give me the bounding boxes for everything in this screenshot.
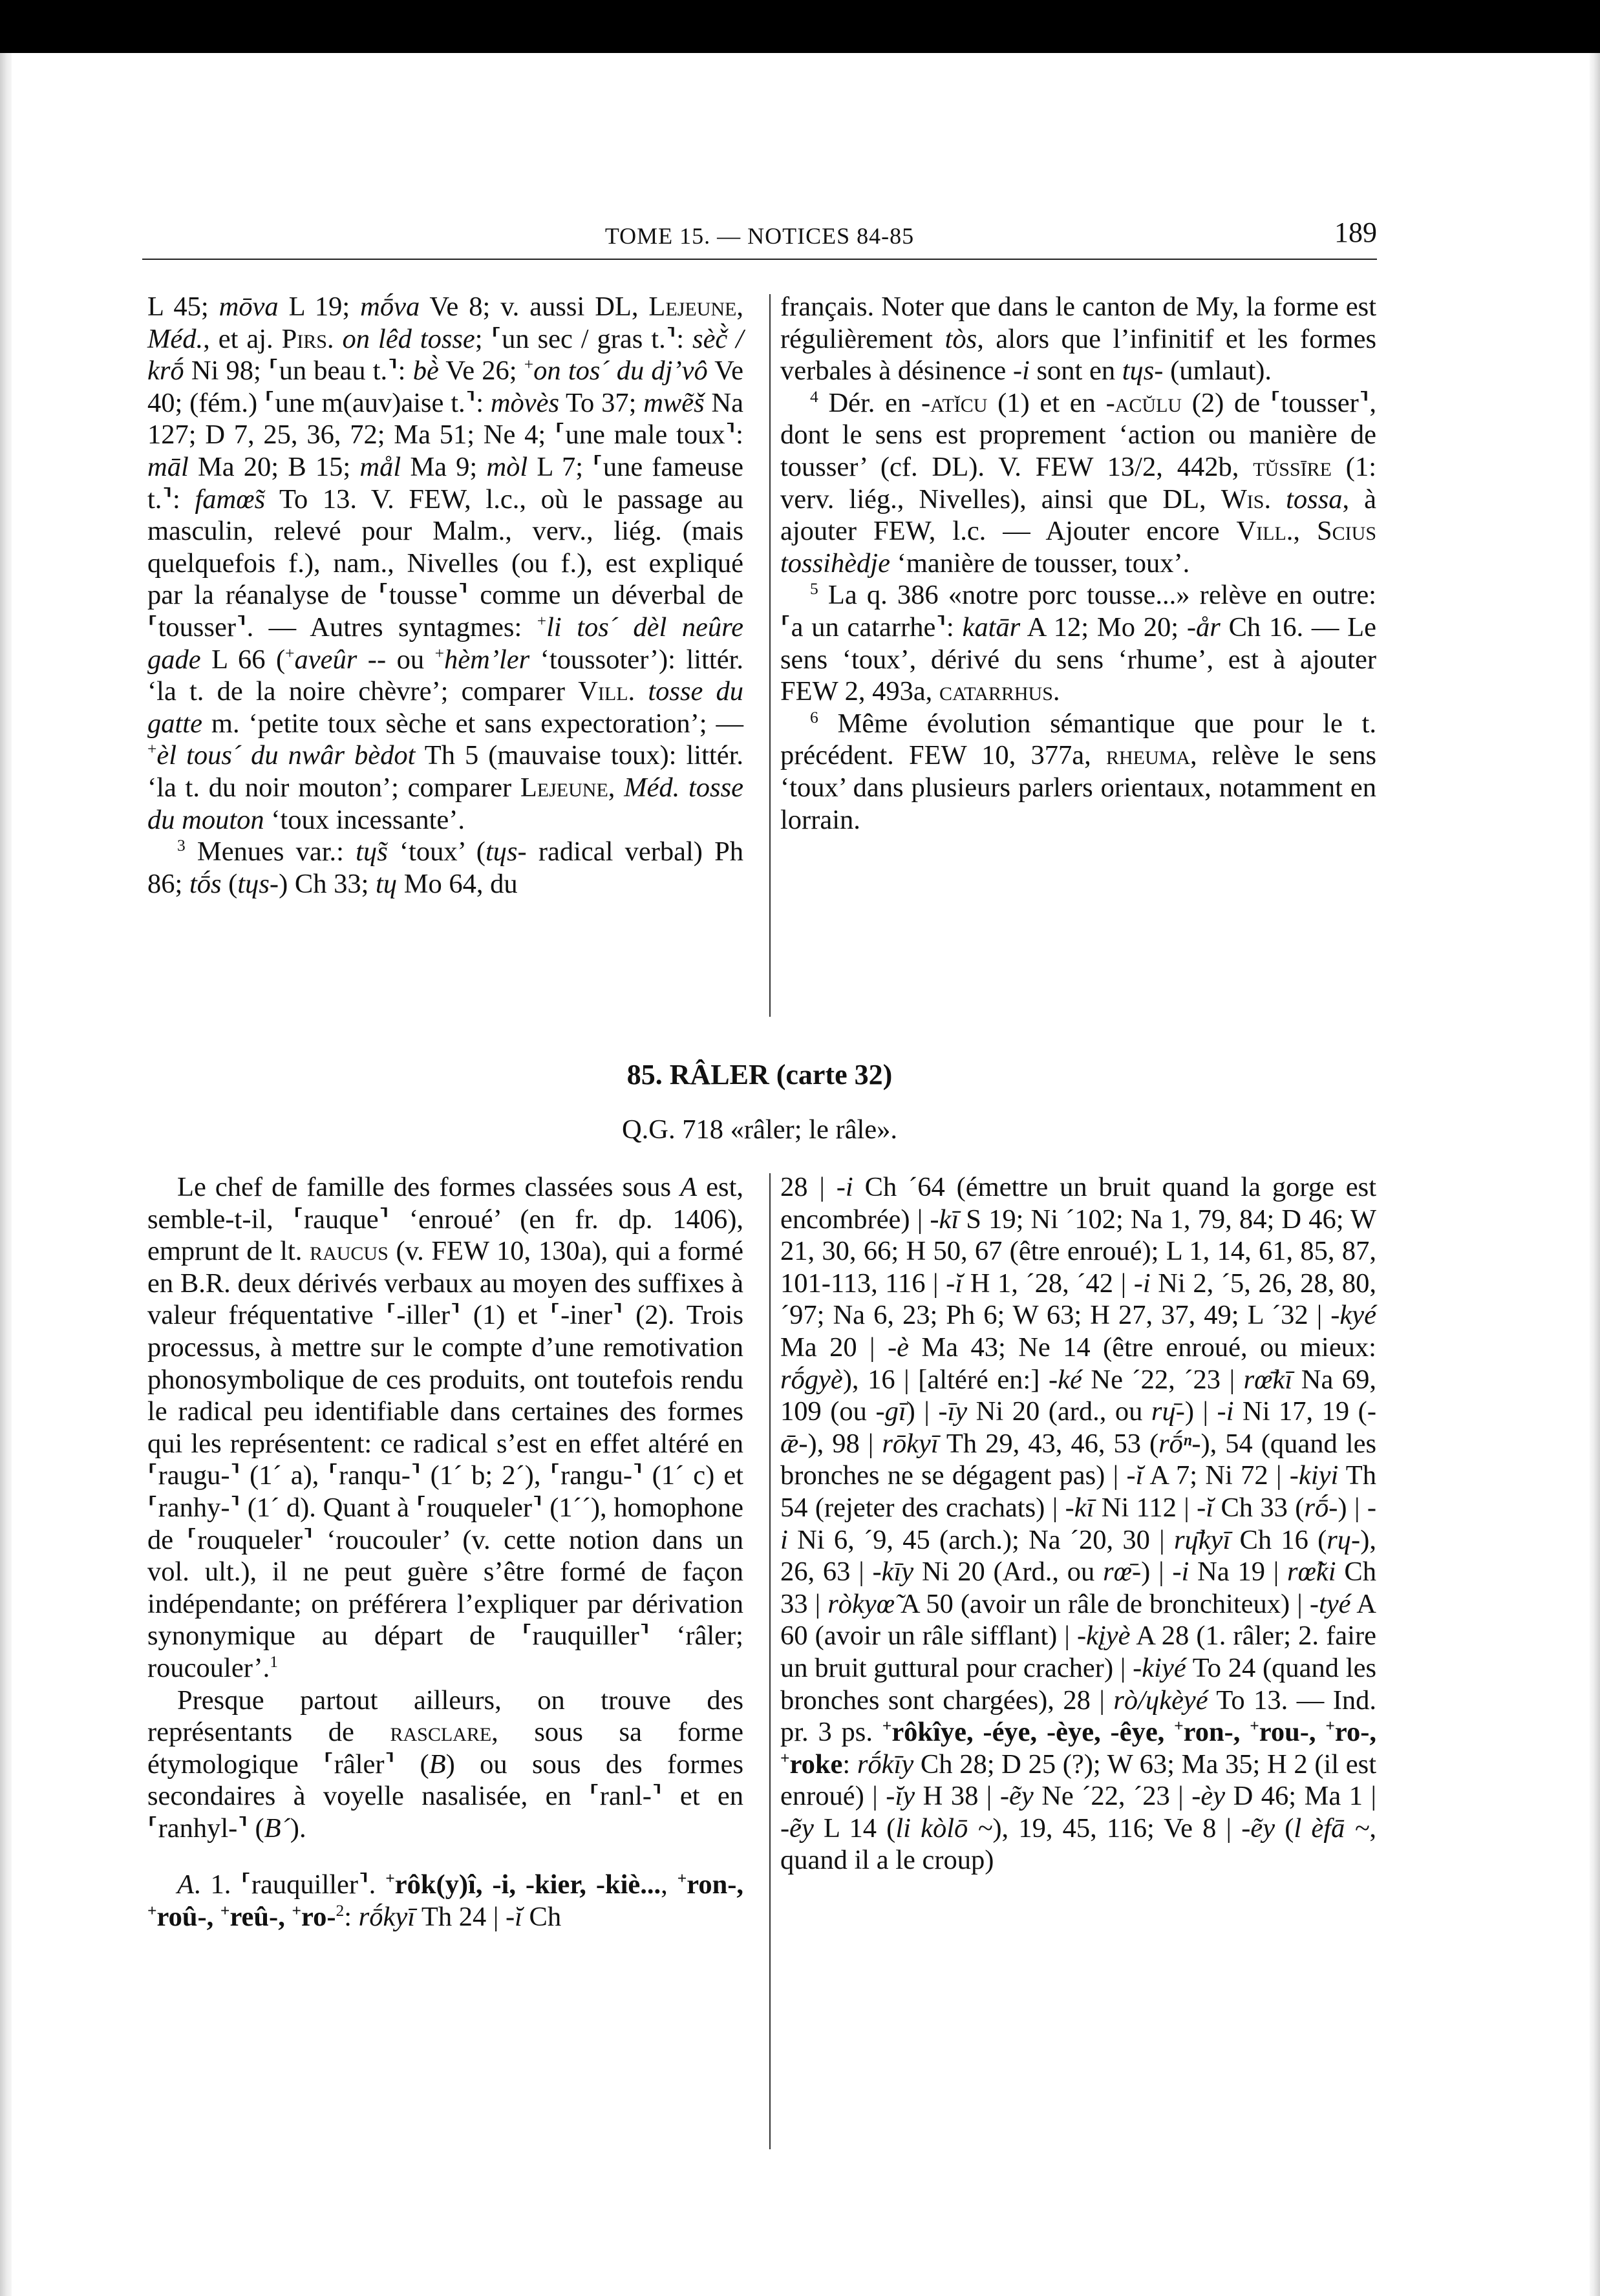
section-title: 85. RÂLER (carte 32) [626,1059,893,1090]
header-rule [142,259,1377,260]
section-subtitle: Q.G. 718 «râler; le râle». [621,1114,898,1145]
footnote-3: $^3$ Menues var.: tɥ̃s ‘toux’ (tɥs- radical verbal) Ph 86; tṓs (tɥs-) Ch 33; tɥ Mo 64, du [147,835,743,899]
page-number: 189 [1334,217,1377,248]
running-header [142,213,1377,265]
lower-left-column [147,1171,743,1933]
scan-border-top [0,0,1600,53]
paragraph: Le chef de famille des formes classées sous A est, semble-t-il, ⸢rauque⸣ ‘enroué’ (en fr. dp. 1406), emprunt de lt. raucus (v. FEW 10, 130a), qui a formé en B.R. deux dérivés verbaux au moyen des suffixes à valeur fréquentative ⸢-iller⸣ (1) et ⸢-iner⸣ (2). Trois processus, à mettre sur le compte d’une remotivation phonosymbolique de ces produits, ont toutefois rendu le radical peu identifiable dans certaines des formes qui les représentent: ce radical s’est en effet altéré en ⸢raugu-⸣ (1´ a), ⸢ranqu-⸣ (1´ b; 2´), ⸢rangu-⸣ (1´ c) et ⸢ranhy-⸣ (1´ d). Quant à ⸢rouqueler⸣ (1´´), homophone de ⸢rouqueler⸣ ‘roucouler’ (v. cette notion dans un vol. ult.), il ne peut guère s’être formé de façon indépendante; on préférera l’expliquer par dérivation synonymique au départ de ⸢rauquiller⸣ ‘râler; roucouler’.$^1$ [147,1172,743,1683]
upper-left-column [147,291,743,900]
footnote-6: $^6$ Même évolution sémantique que pour le t. précédent. FEW 10, 377a, rheuma, relève le sens ‘toux’ dans plusieurs parlers orientaux, notamment en lorrain. [780,707,1376,835]
scan-border-left [0,53,12,2296]
upper-column-divider [769,294,771,1017]
upper-right-column [780,291,1376,836]
lower-column-divider [769,1173,771,2149]
paragraph: 28 | -i Ch ´64 (émettre un bruit quand la gorge est encombrée) | -kī S 19; Ni ´102; Na 1, 79, 84; D 46; W 21, 30, 66; H 50, 67 (être enroué); L 1, 14, 61, 85, 87, 101-113, 116 | -ĭ H 1, ´28, ´42 | -i Ni 2, ´5, 26, 28, 80, ´97; Na 6, 23; Ph 6; W 63; H 27, 37, 49; L ´32 | -kyé Ma 20 | -è Ma 43; Ne 14 (être enroué, ou mieux: rṓgyè), 16 | [altéré en:] -ké Ne ´22, ´23 | rœ̄kī Na 69, 109 (ou -gī) | -īy Ni 20 (ard., ou rɥ̄-) | -i Ni 17, 19 (-ǣ-), 98 | rōkyī Th 29, 43, 46, 53 (rṓⁿ-), 54 (quand les bronches ne se dégagent pas) | -ĭ A 7; Ni 72 | -kiyi Th 54 (rejeter des crachats) | -kī Ni 112 | -ĭ Ch 33 (rṓ-) | -i Ni 6, ´9, 45 (arch.); Na ´20, 30 | rɥ̄kyī Ch 16 (rɥ-), 26, 63 | -kīy Ni 20 (Ard., ou rœ̄-) | -i Na 19 | rœ̃ki Ch 33 | ròkyœ̃ A 50 (avoir un râle de bronchiteux) | -tyé A 60 (avoir un râle sifflant) | -kįyè A 28 (1. râler; 2. faire un bruit guttural pour cracher) | -kiyé To 24 (quand les bronches sont chargées), 28 | rò/ɥkèyé To 13. — Ind. pr. 3 ps. +rôkîye, -éye, -èye, -êye, +ron-, +rou-, +ro-, +roke: rṓkīy Ch 28; D 25 (?); W 63; Ma 35; H 2 (il est enroué) | -ĭy H 38 | -ẽy Ne ´22, ´23 | -èy D 46; Ma 1 | -ẽy L 14 (li kòlō ~), 19, 45, 116; Ve 8 | -ẽy (l èfā ~, quand il a le croup) [780,1172,1377,1876]
running-title: TOME 15. — NOTICES 84-85 [604,223,915,249]
paragraph: français. Noter que dans le canton de My, la forme est régulièrement tòs, alors que l’infinitif et les formes verbales à désinence -i sont en tɥs- (umlaut). [780,292,1376,387]
footnote-5: $^5$ La q. 386 «notre porc tousse...» relève en outre: ⸢a un catarrhe⸣: katār A 12; Mo 20; -år Ch 16. — Le sens ‘toux’, dérivé du sens ‘rhume’, est à ajouter FEW 2, 493a, catarrhus. [780,579,1376,707]
lower-right-column [780,1171,1376,1876]
footnote-4: $^4$ Dér. en -atĭcu (1) et en -acŭlu (2) de ⸢tousser⸣, dont le sens est proprement ‘action ou manière de tousser’ (cf. DL). V. FEW 13/2, 442b, tŭssīre (1: verv. liég., Nivelles), ainsi que DL, Wis. tossa, à ajouter FEW, l.c. — Ajouter encore Vill., Scius tossihèdje ‘manière de tousser, toux’. [780,387,1377,579]
paragraph: L 45; mōva L 19; mṓva Ve 8; v. aussi DL, Lejeune, Méd., et aj. Pirs. on lêd tosse; ⸢un sec / gras t.⸣: sèč̀ / krṓ Ni 98; ⸢un beau t.⸣: bè̀ Ve 26; +on tos´ du dj’vô Ve 40; (fém.) ⸢une m(auv)aise t.⸣: mòvès To 37; mwẽš Na 127; D 7, 25, 36, 72; Ma 51; Ne 4; ⸢une male toux⸣: māl Ma 20; B 15; mål Ma 9; mòl L 7; ⸢une fameuse t.⸣: famœ̃s To 13. V. FEW, l.c., où le passage au masculin, relevé pour Malm., verv., liég. (mais quelquefois f.), nam., Nivelles (ou f.), est expliqué par la réanalyse de ⸢tousse⸣ comme un déverbal de ⸢tousser⸣. — Autres syntagmes: +li tos´ dèl neûre gade L 66 (+aveûr -- ou +hèm’ler ‘toussoter’): littér. ‘la t. de la noire chèvre’; comparer Vill. tosse du gatte m. ‘petite toux sèche et sans expectoration’; — +èl tous´ du nwâr bèdot Th 5 (mauvaise toux): littér. ‘la t. du noir mouton’; comparer Lejeune, Méd. tosse du mouton ‘toux incessante’. [147,292,744,835]
paragraph: Presque partout ailleurs, on trouve des représentants de rasclare, sous sa forme étymologique ⸢râler⸣ (B) ou sous des formes secondaires à voyelle nasalisée, en ⸢ranl-⸣ et en ⸢ranhyl-⸣ (B´). [147,1685,743,1844]
scan-border-right [1590,53,1600,2296]
paragraph: A. 1. ⸢rauquiller⸣. +rôk(y)î, -i, -kier, -kiè..., +ron-, +roû-, +reû-, +ro-$^2$: rṓkyī Th 24 | -ĭ Ch [147,1869,743,1933]
